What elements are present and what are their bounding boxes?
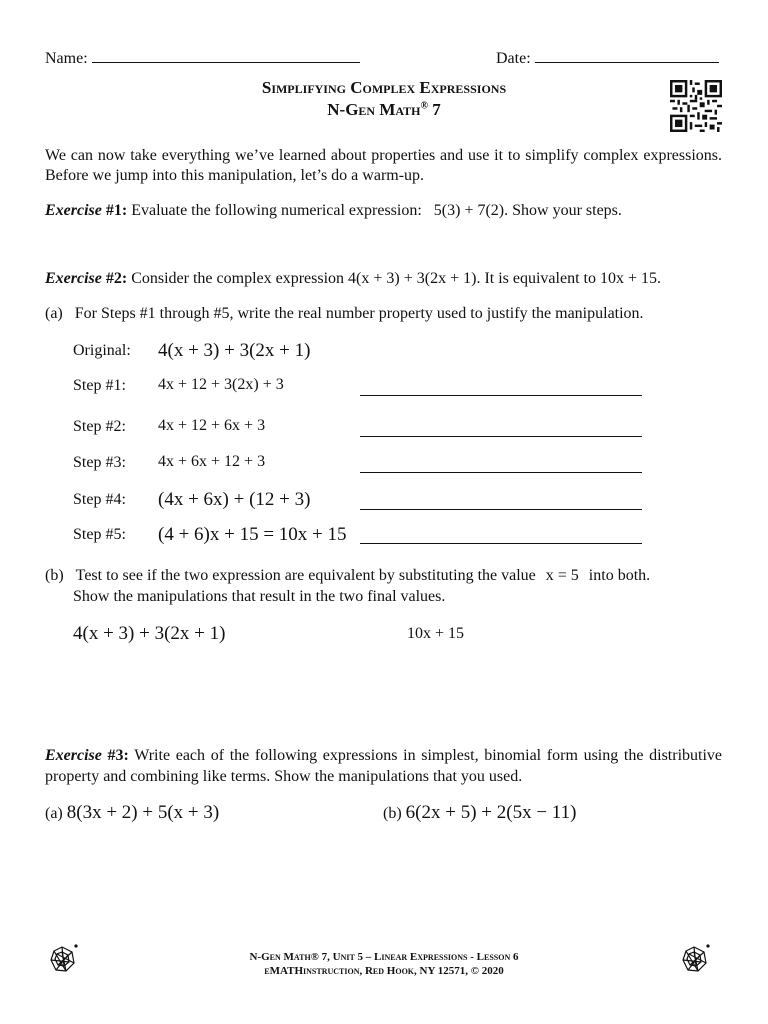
step-4-label: Step #4: bbox=[73, 491, 126, 508]
name-blank[interactable] bbox=[92, 48, 360, 63]
name-field[interactable] bbox=[45, 48, 360, 68]
part-b-text-1: Test to see if the two expression are equivalent by substituting the value bbox=[75, 567, 536, 584]
part-b-right-expression: 10x + 15 bbox=[407, 625, 465, 642]
part-a-text: For Steps #1 through #5, write the real number property used to justify the manipulation. bbox=[74, 305, 644, 322]
registered-mark: ® bbox=[420, 100, 428, 112]
exercise-2-end: . bbox=[657, 270, 661, 287]
exercise-3-part-b-label: (b) bbox=[383, 805, 402, 822]
exercise-1-label: Exercise #1: bbox=[45, 202, 128, 219]
step-1-label: Step #1: bbox=[73, 377, 126, 394]
part-a-label: (a) bbox=[45, 305, 63, 322]
exercise-3-part-a bbox=[45, 802, 219, 824]
name-label: Name: bbox=[45, 50, 88, 67]
exercise-1-text: Evaluate the following numerical expression: bbox=[131, 202, 422, 219]
step-2-answer-line[interactable] bbox=[360, 436, 642, 437]
step-2-expr: 4x + 12 + 6x + 3 bbox=[158, 417, 266, 434]
course-name: N-Gen Math bbox=[327, 100, 421, 119]
step-5-answer-line[interactable] bbox=[360, 543, 642, 544]
exercise-2-text: Consider the complex expression bbox=[131, 270, 345, 287]
exercise-3-label: Exercise #3: bbox=[45, 747, 129, 764]
part-b-prompt bbox=[45, 567, 650, 585]
step-5-expr: (4 + 6)x + 15 = 10x + 15 bbox=[158, 524, 347, 545]
exercise-2-middle: . It is equivalent to bbox=[476, 270, 596, 287]
course-title bbox=[0, 100, 768, 120]
exercise-1-expression: 5(3) + 7(2) bbox=[433, 202, 505, 219]
step-2-label: Step #2: bbox=[73, 418, 126, 435]
step-3-label: Step #3: bbox=[73, 454, 126, 471]
step-3-answer-line[interactable] bbox=[360, 472, 642, 473]
part-b-label: (b) bbox=[45, 567, 64, 584]
exercise-2-label: Exercise #2: bbox=[45, 270, 128, 287]
intro-paragraph: We can now take everything we’ve learned about properties and use it to simplify complex expressions. Before we jump into this manipulation, let’s do a warm-up. bbox=[45, 147, 722, 184]
part-a-prompt bbox=[45, 305, 644, 323]
exercise-3-part-b bbox=[383, 802, 576, 824]
part-b-text-3: Show the manipulations that result in the two final values. bbox=[73, 588, 446, 605]
part-b-left-expression: 4(x + 3) + 3(2x + 1) bbox=[73, 623, 226, 644]
date-label: Date: bbox=[496, 50, 531, 67]
date-blank[interactable] bbox=[535, 48, 719, 63]
exercise-1 bbox=[45, 202, 622, 220]
footer-line-1: N-Gen Math® 7, Unit 5 – Linear Expressions - Lesson 6 bbox=[249, 951, 519, 963]
step-1-answer-line[interactable] bbox=[360, 395, 642, 396]
exercise-3-part-b-expr: 6(2x + 5) + 2(5x − 11) bbox=[405, 802, 577, 823]
part-b-text-2: into both. bbox=[588, 567, 651, 584]
exercise-3-part-a-label: (a) bbox=[45, 805, 63, 822]
worksheet-title: Simplifying Complex Expressions bbox=[261, 78, 507, 97]
step-4-answer-line[interactable] bbox=[360, 509, 642, 510]
step-3-expr: 4x + 6x + 12 + 3 bbox=[158, 453, 266, 470]
step-original-expr: 4(x + 3) + 3(2x + 1) bbox=[158, 340, 311, 361]
exercise-2-expression: 4(x + 3) + 3(2x + 1) bbox=[348, 270, 477, 287]
footer-line-2: eMATHinstruction, Red Hook, NY 12571, © 2020 bbox=[264, 965, 504, 977]
part-b-value: x = 5 bbox=[545, 567, 579, 584]
step-4-expr: (4x + 6x) + (12 + 3) bbox=[158, 489, 311, 510]
exercise-2-equivalent: 10x + 15 bbox=[599, 270, 657, 287]
exercise-3-part-a-expr: 8(3x + 2) + 5(x + 3) bbox=[66, 802, 220, 823]
exercise-3-text: Write each of the following expressions in simplest, binomial form using the distributive property and combining like terms. Show the manipulations that you used. bbox=[45, 747, 723, 785]
step-1-expr: 4x + 12 + 3(2x) + 3 bbox=[158, 376, 284, 393]
step-original-label: Original: bbox=[73, 342, 131, 359]
qr-code-icon bbox=[670, 80, 722, 132]
date-field[interactable] bbox=[496, 48, 719, 68]
exercise-1-after: . Show your steps. bbox=[504, 202, 622, 219]
course-number: 7 bbox=[432, 100, 441, 119]
step-5-label: Step #5: bbox=[73, 526, 126, 543]
exercise-2 bbox=[45, 270, 661, 288]
exercise-3 bbox=[45, 745, 722, 787]
